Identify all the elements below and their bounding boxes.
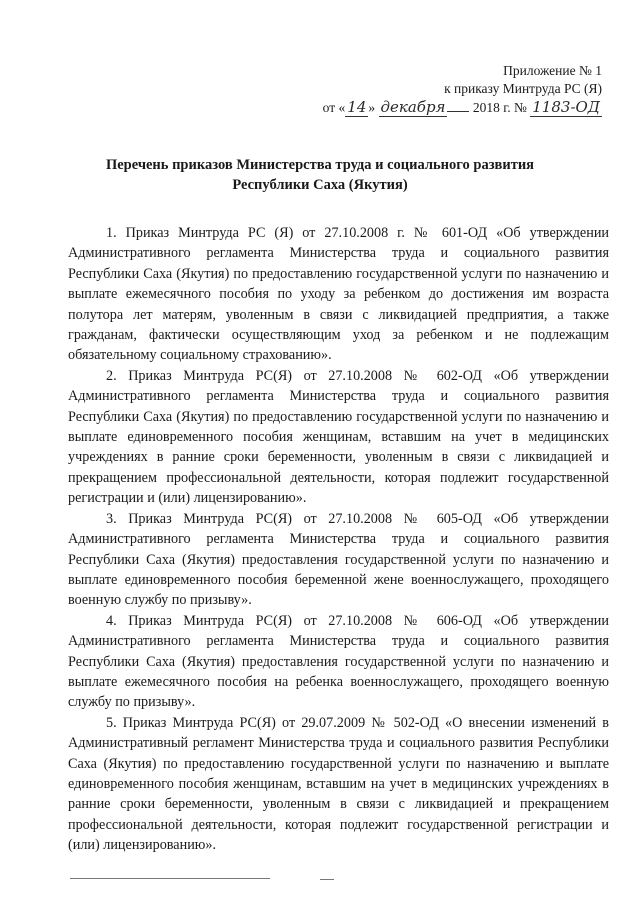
footer-divider <box>70 878 270 879</box>
appendix-header <box>323 62 602 117</box>
orders-list <box>68 223 609 856</box>
list-item: 5. Приказ Минтруда РС(Я) от 29.07.2009 № 502-ОД «О внесении изменений в Административный регламент Министерства труда и социального развития Республики Саха (Якутия) по предоставлению государственной услуги по назначению и выплате единовременного пособия женщинам, вставшим на учет в медицинских учреждениях в ранние сроки беременности, уволенным в связи с ликвидацией и прекращением профессиональной деятельности, которая подлежит государственной регистрации и (или) лицензированию». <box>68 714 609 854</box>
order-reference: к приказу Минтруда РС (Я) <box>444 81 602 96</box>
title-line-1: Перечень приказов Министерства труда и социального развития <box>105 157 535 173</box>
list-item: 3. Приказ Минтруда РС(Я) от 27.10.2008 № 605-ОД «Об утверждении Административного регламента Министерства труда и социального развития Республики Саха (Якутия) предоставления государственной услуги по назначению и выплате единовременного пособия беременной жене военнослужащего, проходящего военную службу по призыву». <box>68 510 609 609</box>
order-date-line <box>323 98 602 117</box>
list-item: 4. Приказ Минтруда РС(Я) от 27.10.2008 № 606-ОД «Об утверждении Административного регламента Министерства труда и социального развития Республики Саха (Якутия) предоставления государственной услуги по назначению и выплате ежемесячного пособия на ребенка военнослужащего, проходящего военную службу по призыву». <box>68 612 609 711</box>
date-mid: » <box>368 100 376 115</box>
title-line-2: Республики Саха (Якутия) <box>232 177 408 193</box>
year-and-number-label: 2018 г. № <box>472 100 527 115</box>
handwritten-month: декабря <box>380 98 446 116</box>
handwritten-order-number: 1183-ОД <box>532 98 600 116</box>
date-blank-line <box>447 111 469 112</box>
footer-mark <box>320 879 334 880</box>
appendix-number: Приложение № 1 <box>503 63 602 78</box>
date-prefix: от « <box>322 100 346 115</box>
document-title <box>0 155 640 195</box>
list-item: 2. Приказ Минтруда РС(Я) от 27.10.2008 № 602-ОД «Об утверждении Административного регламента Министерства труда и социального развития Республики Саха (Якутия) по предоставлению государственной услуги по назначению и выплате единовременного пособия женщинам, вставшим на учет в медицинских учреждениях в ранние сроки беременности, уволенным в связи с ликвидацией и прекращением профессиональной деятельности, которая подлежит государственной регистрации и (или) лицензированию». <box>68 367 609 507</box>
list-item: 1. Приказ Минтруда РС (Я) от 27.10.2008 г. № 601-ОД «Об утверждении Административного регламента Министерства труда и социального развития Республики Саха (Якутия) по предоставлению государственной услуги по назначению и выплате ежемесячного пособия по уходу за ребенком до достижения им возраста полутора лет матерям, уволенным в связи с ликвидацией предприятия, а также гражданам, фактически осуществляющим уход за ребенком и не подлежащим обязательному социальному страхованию». <box>68 225 609 364</box>
handwritten-day: 14 <box>347 98 367 116</box>
